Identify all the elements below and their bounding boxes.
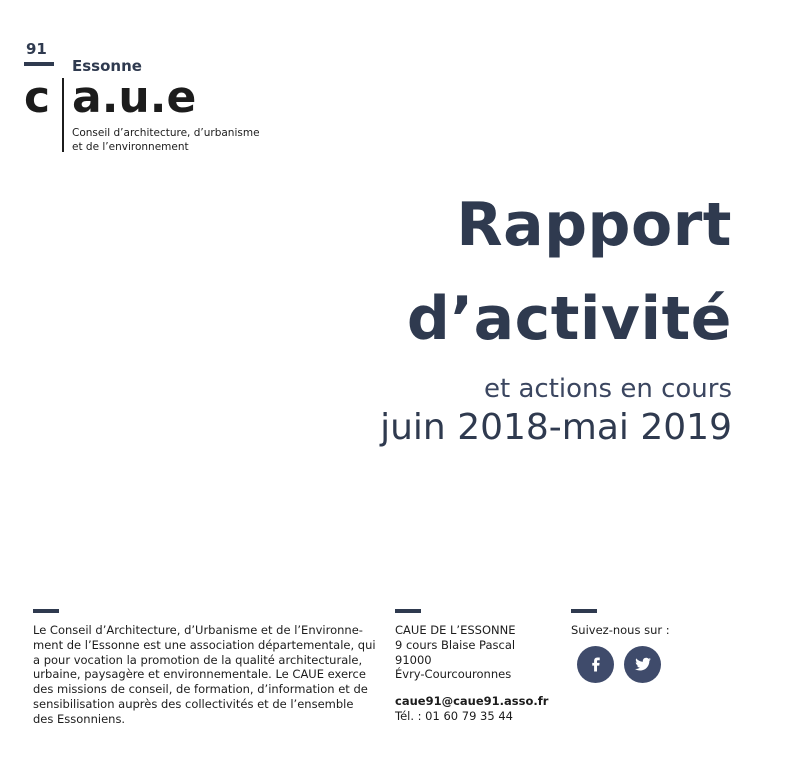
about-line: sensibilisation auprès des collectivités et de l’ensemble [33, 696, 354, 711]
twitter-icon [633, 654, 653, 674]
logo-letters-aue: a.u.e [72, 72, 197, 123]
contact-street: 9 cours Blaise Pascal [395, 637, 516, 652]
department-number: 91 [26, 40, 47, 58]
contact-city: Évry-Courcouronnes [395, 667, 512, 682]
logo-bar [24, 62, 54, 66]
logo-tagline-line1: Conseil d’architecture, d’urbanisme [72, 127, 260, 139]
about-line: a pour vocation la promotion de la qualité architecturale, [33, 652, 363, 667]
cover-title-block [380, 178, 732, 450]
logo-tagline-line2: et de l’environnement [72, 141, 189, 153]
social-label: Suivez-nous sur : [571, 623, 670, 637]
contact-email-link[interactable]: caue91@caue91.asso.fr [395, 694, 549, 709]
about-line: urbaine, paysagère et environnementale. Le CAUE exerce [33, 667, 366, 682]
about-line: des missions de conseil, de formation, d’information et de [33, 682, 368, 697]
contact-section [395, 609, 560, 724]
about-dash [33, 609, 59, 613]
about-section [33, 609, 378, 727]
contact-name: CAUE DE L’ESSONNE [395, 623, 516, 637]
logo-separator [62, 78, 64, 152]
logo-letter-c: c [24, 72, 51, 123]
social-section [571, 609, 691, 683]
title-line1: Rapport [456, 190, 732, 260]
contact-gap [395, 682, 560, 694]
facebook-button[interactable] [577, 646, 614, 683]
contact-phone: Tél. : 01 60 79 35 44 [395, 708, 513, 723]
cover-period: juin 2018-mai 2019 [380, 407, 732, 448]
facebook-icon [586, 654, 606, 674]
twitter-button[interactable] [624, 646, 661, 683]
social-links [571, 646, 691, 683]
contact-postcode: 91000 [395, 652, 432, 667]
about-line: Le Conseil d’Architecture, d’Urbanisme et de l’Environne- [33, 623, 363, 637]
about-line: des Essonniens. [33, 711, 126, 726]
cover-subtitle: et actions en cours [484, 374, 732, 404]
title-line2: d’activité [406, 284, 732, 354]
about-line: ment de l’Essonne est une association départementale, qui [33, 637, 376, 652]
logo-region: Essonne [72, 57, 142, 75]
social-dash [571, 609, 597, 613]
contact-dash [395, 609, 421, 613]
caue-logo [24, 40, 284, 160]
logo-tagline [72, 126, 260, 154]
